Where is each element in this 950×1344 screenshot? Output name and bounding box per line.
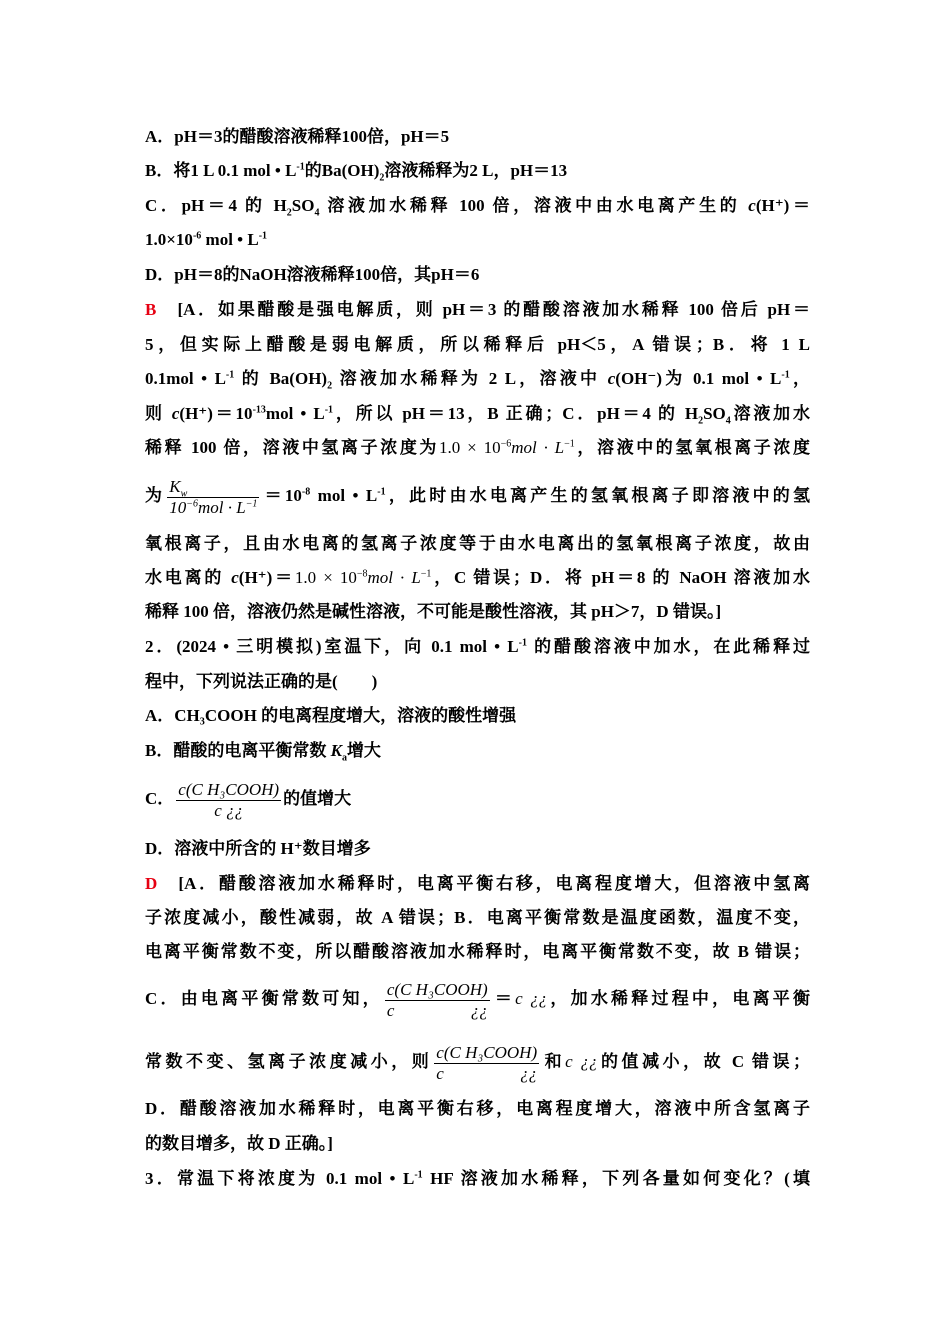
answer-letter-b: B — [145, 300, 157, 319]
q1-option-b: B．将1 L 0.1 mol • $L^{-1}$的$Ba(OH)_2$溶液稀释为2 L，pH＝13 — [145, 161, 568, 184]
q2-answer-fraction-2: $\frac{\text{c(C H₃COOH)}}{c ¿¿}$ — [436, 1042, 538, 1083]
q2-answer-fraction-1: $\frac{\text{c(C H₃COOH)}}{c ¿¿}$ — [386, 979, 488, 1020]
q1-answer-line-2: 5，但实际上醋酸是弱电解质，所以稀释后 pH＜5，A 错误；B．将 1 L — [145, 335, 810, 354]
q2-option-d: D．溶液中所含的 H⁺数目增多 — [145, 839, 371, 858]
q1-option-a: A．pH＝3的醋酸溶液稀释100倍，pH＝5 — [145, 127, 450, 146]
q1-answer-line-7: 氧根离子，且由水电离的氢离子浓度等于由水电离出的氢氧根离子浓度，故由 — [145, 534, 810, 553]
q1-answer-line-3: 0.1mol • $L^{-1}$ 的 $Ba(OH)_2$ 溶液加水稀释为 2 L，溶液中 c(OH⁻)为 0.1 mol • $L^{-1}$， — [145, 369, 810, 392]
q1-option-c: C．pH＝4 的 $H_2SO_4$ 溶液加水稀释 100 倍，溶液中由水电离产生的 c(H⁺)＝ — [145, 196, 810, 219]
q2-answer-line-2: 子浓度减小，酸性减弱，故 A 错误；B．电离平衡常数是温度函数，温度不变， — [145, 908, 810, 927]
q1-answer-line-4: 则 $c(H^+)=10^{-13}mol$ • $L^{-1}$，所以 pH＝13，B 正确；C．pH＝4 的 $H_2SO_4$溶液加水 — [145, 404, 810, 427]
q1-answer-line-9: 稀释 100 倍，溶液仍然是碱性溶液，不可能是酸性溶液，其 pH＞7，D 错误。] — [145, 602, 722, 621]
q1-option-c-cont: $1.0\times 10^{-6}$ mol • $L^{-1}$ — [145, 230, 268, 249]
q1-option-d: D．pH＝8的NaOH溶液稀释100倍，其pH＝6 — [145, 265, 480, 284]
q2-answer-line-1: D [A．醋酸溶液加水稀释时，电离平衡右移，电离程度增大，但溶液中氢离 — [145, 874, 811, 893]
q2-option-a: A．CH₃COOH 的电离程度增大，溶液的酸性增强 — [145, 706, 517, 725]
q2-answer-line-4: C．由电离平衡常数可知， $\frac{\text{c(C H₃COOH)}}{c ¿¿}$ ＝c ¿¿，加水稀释过程中，电离平衡 — [145, 979, 811, 1020]
q2-answer-line-6: D．醋酸溶液加水稀释时，电离平衡右移，电离程度增大，溶液中所含氢离子 — [145, 1099, 810, 1118]
q2-option-b: B．醋酸的电离平衡常数 $K_a$增大 — [145, 741, 381, 764]
answer-letter-d: D — [145, 874, 158, 893]
q1-answer-line-5: 稀释 100 倍，溶液中氢离子浓度为$1.0 \times 10^{-6}mol \cdot L^{-1}$，溶液中的氢氧根离子浓度 — [145, 438, 811, 457]
q2-c-fraction: $\frac{\text{c(C H₃COOH)}}{c ¿¿}$ — [178, 779, 280, 820]
q1-answer-line-8: 水电离的 $c(H^+)=1.0 \times 10^{-8}mol \cdot L^{-1}$，C 错误；D．将 pH＝8 的 NaOH 溶液加水 — [145, 568, 810, 587]
q3-stem-line-1: 3．常温下将浓度为 0.1 mol • $L^{-1}$ HF 溶液加水稀释，下列各量如何变化？(填 — [145, 1169, 810, 1188]
kw-fraction: $\frac{K_w}{10^{-6}mol \cdot L^{-1}}$ — [169, 476, 258, 517]
q2-stem-line-2: 程中，下列说法正确的是( ) — [145, 672, 378, 691]
q2-stem-line-1: 2．(2024 • 三明模拟)室温下，向 0.1 mol • $L^{-1}$ 的醋酸溶液中加水，在此稀释过 — [145, 637, 811, 656]
q1-answer-line-1: B [A．如果醋酸是强电解质，则 pH＝3 的醋酸溶液加水稀释 100 倍后 pH＝ — [145, 300, 811, 319]
q2-answer-line-3: 电离平衡常数不变，所以醋酸溶液加水稀释时，电离平衡常数不变，故 B 错误； — [145, 942, 810, 961]
q2-option-c: C． $\frac{\text{c(C H₃COOH)}}{c ¿¿}$ 的值增大 — [145, 779, 352, 820]
q2-answer-line-7: 的数目增多，故 D 正确。] — [145, 1134, 333, 1153]
q2-answer-line-5: 常数不变、氢离子浓度减小，则 $\frac{\text{c(C H₃COOH)}}{c ¿¿}$ 和c ¿¿的值减小，故 C 错误； — [145, 1042, 811, 1083]
q1-answer-line-6: 为 $\frac{K_w}{10^{-6}mol \cdot L^{-1}}$ $=10^{-8}$ mol • $L^{-1}$，此时由水电离产生的氢氧根离子即溶液中的氢 — [145, 476, 811, 517]
